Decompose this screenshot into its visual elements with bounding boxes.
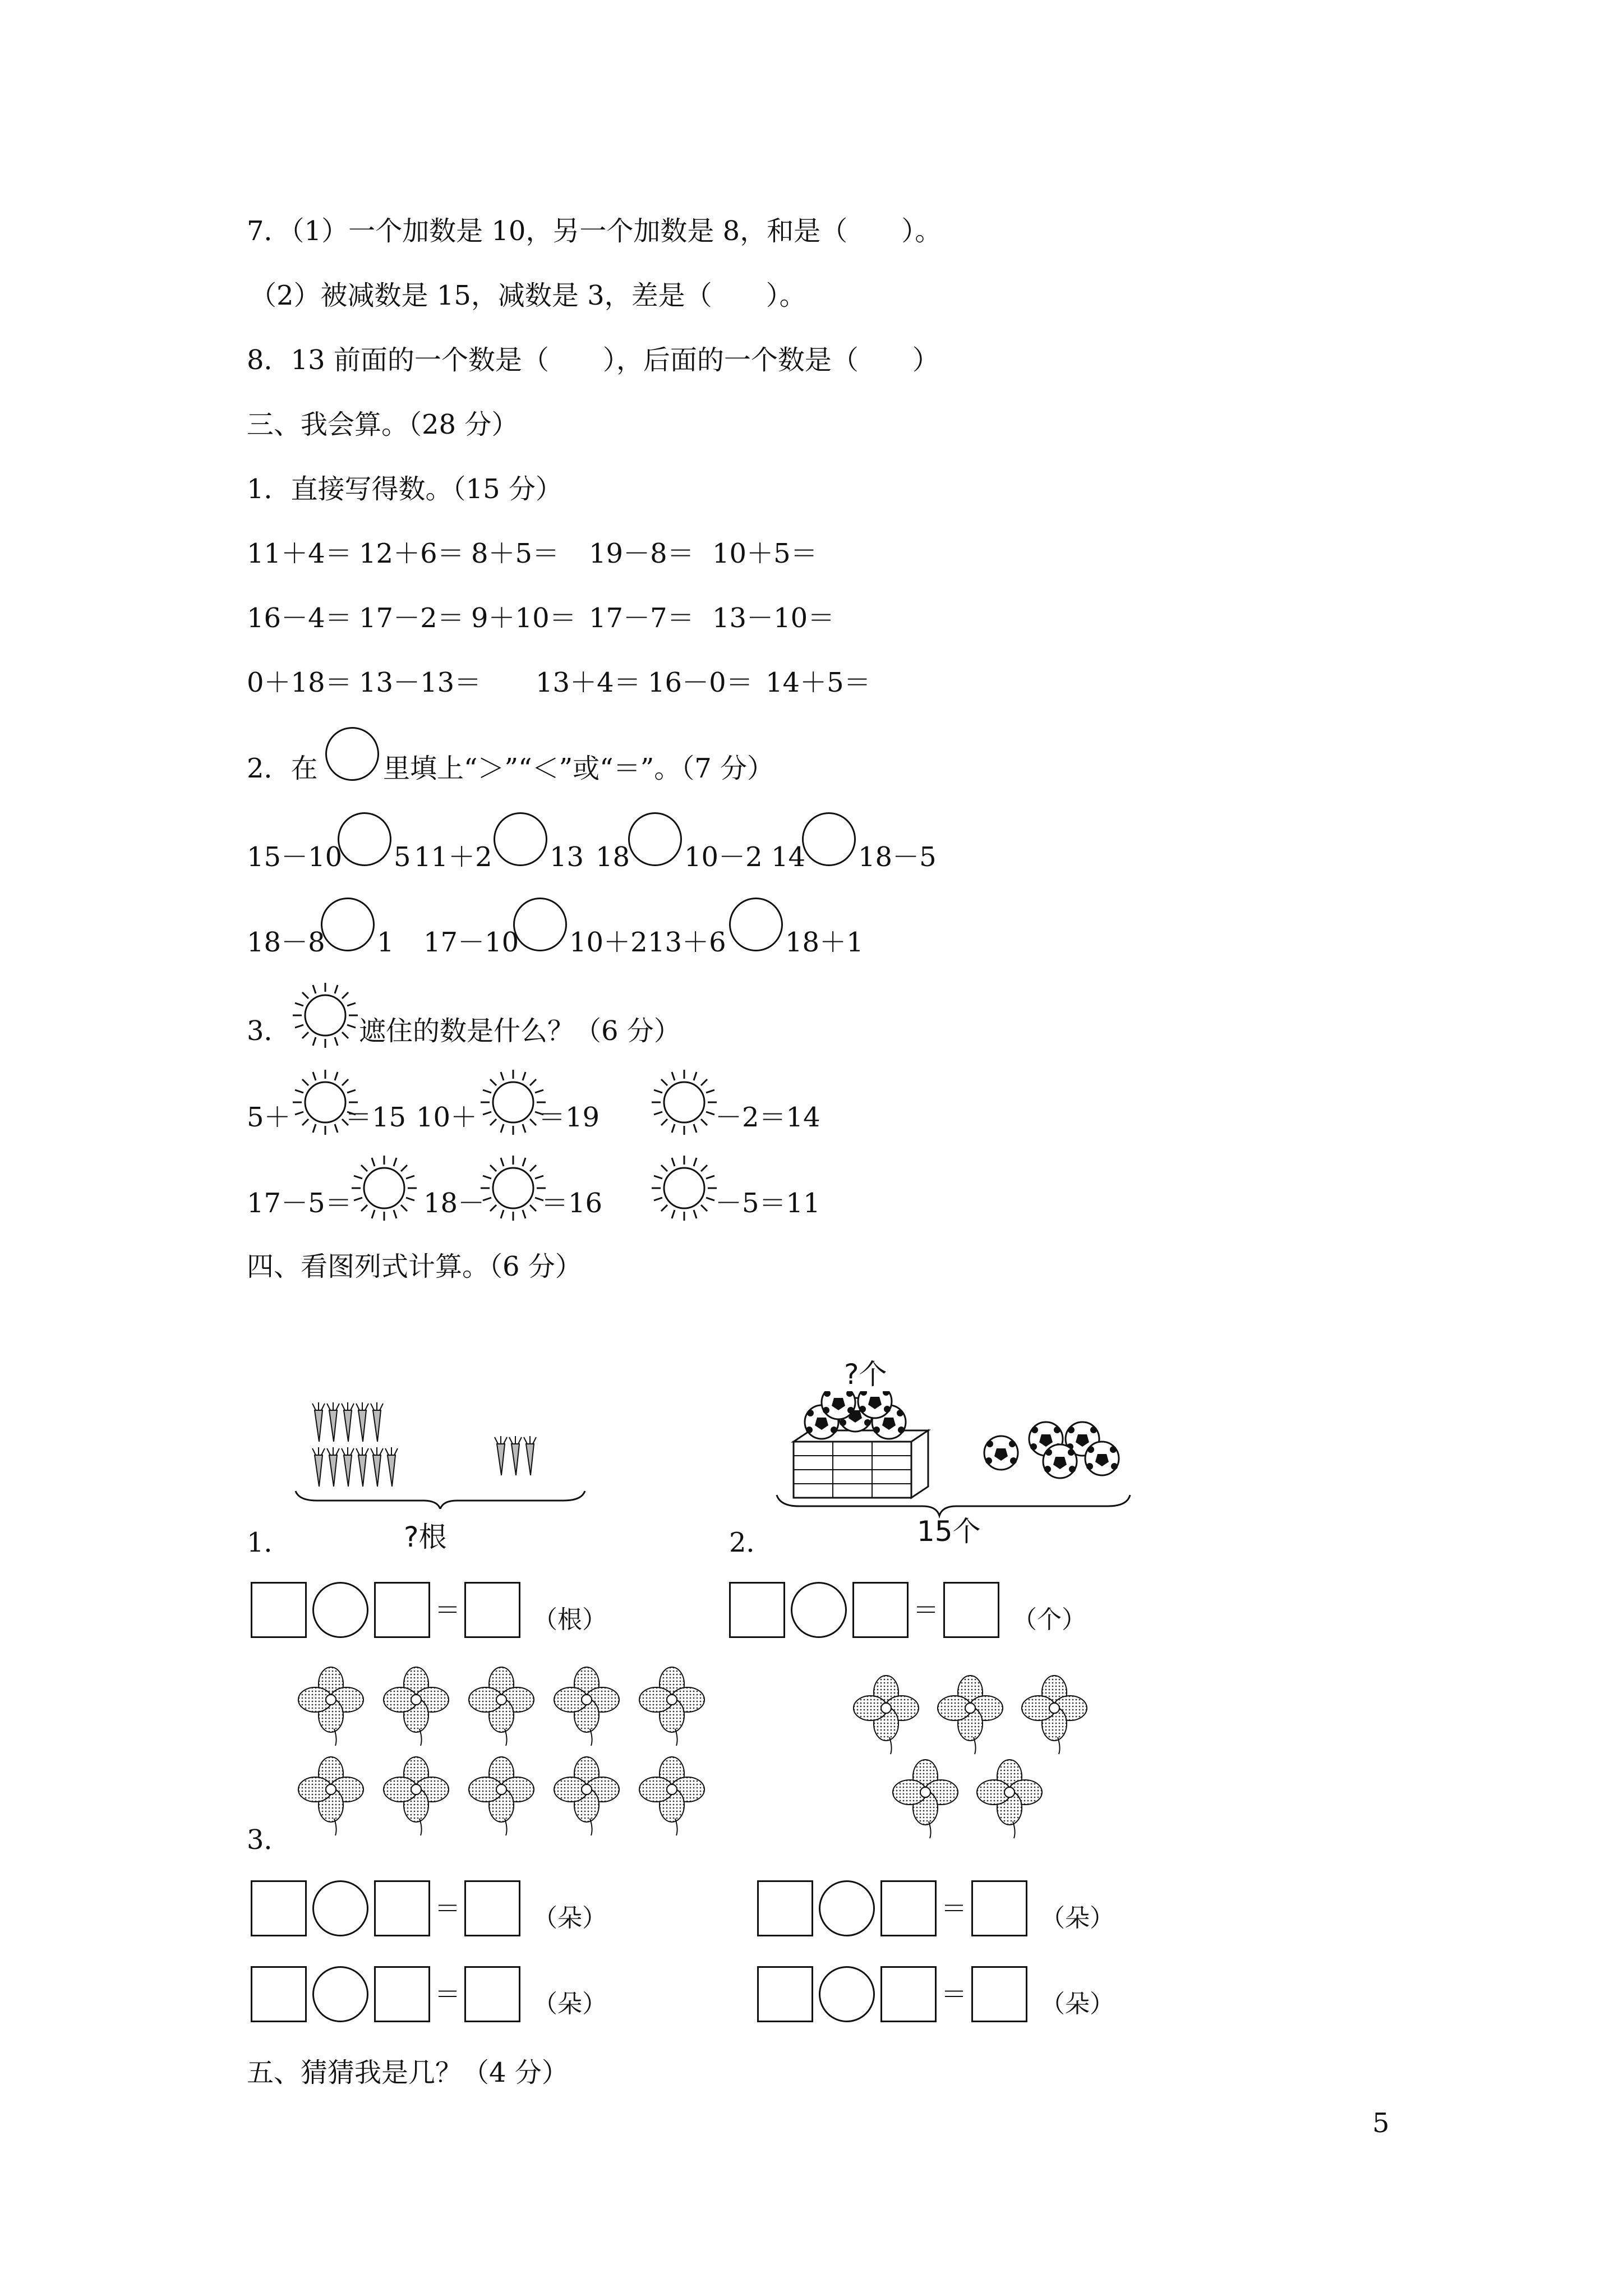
q3-prefix: 3． (247, 1015, 291, 1047)
picture-2-number: 2． (729, 1527, 773, 1558)
cover-6-right: －5＝11 (715, 1188, 820, 1219)
compare-2-left: 11＋2 (414, 841, 492, 873)
calc-3-2: 13－13＝ (359, 667, 482, 698)
calc-3-5: 14＋5＝ (766, 667, 871, 698)
p2-operator-circle[interactable] (791, 1582, 847, 1638)
p3-row1-right-equals: ＝ (941, 1893, 967, 1924)
cover-4-left: 17－5＝ (247, 1188, 352, 1219)
compare-6-circle[interactable] (513, 898, 567, 951)
p3-row2-right-box-1[interactable] (757, 1966, 813, 2022)
question-8: 8．13 前面的一个数是（ ），后面的一个数是（ ） (247, 344, 939, 376)
calc-1-3: 8＋5＝ (471, 538, 560, 569)
p3-row1-left-equals: ＝ (435, 1893, 460, 1924)
calc-2-3: 9＋10＝ (471, 602, 577, 634)
calc-3-4: 16－0＝ (648, 667, 753, 698)
carrots-picture (294, 1397, 586, 1509)
p3-row1-left-box-3[interactable] (464, 1880, 520, 1936)
p2-answer-box-3[interactable] (943, 1582, 999, 1638)
picture-2-label: 15个 (917, 1515, 981, 1548)
compare-5-circle[interactable] (321, 898, 375, 951)
p3-row2-right-equals: ＝ (941, 1979, 967, 2009)
cover-5-right: ＝16 (541, 1188, 603, 1219)
compare-7-circle[interactable] (729, 898, 783, 951)
q1-title: 1．直接写得数。（15 分） (247, 473, 562, 505)
p3-row1-right-box-2[interactable] (880, 1880, 937, 1936)
calc-3-1: 0＋18＝ (247, 667, 352, 698)
flowers-group-right (841, 1672, 1122, 1851)
p1-operator-circle[interactable] (312, 1582, 368, 1638)
cover-6-sun-icon[interactable] (651, 1154, 718, 1222)
p3-row1-right-unit: （朵） (1040, 1904, 1114, 1932)
cover-1-left: 5＋ (247, 1102, 291, 1133)
calc-2-2: 17－2＝ (359, 602, 464, 634)
cover-3-sun-icon[interactable] (651, 1069, 718, 1136)
compare-5-left: 18－8 (247, 927, 325, 958)
cover-4-sun-icon[interactable] (351, 1154, 418, 1222)
calc-2-4: 17－7＝ (589, 602, 694, 634)
compare-1-circle[interactable] (338, 812, 391, 866)
p3-row1-right-circle[interactable] (819, 1880, 875, 1936)
cover-1-right: ＝15 (345, 1102, 407, 1133)
cover-2-sun-icon[interactable] (479, 1069, 547, 1136)
calc-1-4: 19－8＝ (589, 538, 694, 569)
calc-3-3: 13＋4＝ (536, 667, 641, 698)
compare-4-left: 14 (771, 841, 806, 873)
section-5-title: 五、猜猜我是几？（4 分） (247, 2057, 569, 2088)
p2-answer-box-1[interactable] (729, 1582, 785, 1638)
p3-row1-left-circle[interactable] (312, 1880, 368, 1936)
cover-2-right: ＝19 (538, 1102, 600, 1133)
q2-prefix: 2．在 (247, 753, 318, 784)
compare-6-right: 10＋2 (569, 927, 648, 958)
calc-1-5: 10＋5＝ (712, 538, 818, 569)
calc-2-1: 16－4＝ (247, 602, 352, 634)
picture-2-top-label: ?个 (844, 1358, 887, 1391)
p1-answer-box-1[interactable] (251, 1582, 307, 1638)
compare-2-circle[interactable] (494, 812, 547, 866)
p3-row2-right-circle[interactable] (819, 1966, 875, 2022)
p3-row1-left-box-1[interactable] (251, 1880, 307, 1936)
compare-3-circle[interactable] (628, 812, 682, 866)
page-number: 5 (1372, 2108, 1390, 2139)
cover-2-left: 10＋ (416, 1102, 478, 1133)
p1-answer-box-2[interactable] (374, 1582, 430, 1638)
question-7-part-1: 7．（1）一个加数是 10，另一个加数是 8，和是（ ）。 (247, 215, 942, 247)
picture-1-label: ?根 (404, 1521, 447, 1553)
q3-suffix: 遮住的数是什么？（6 分） (359, 1015, 681, 1047)
p3-row2-left-unit: （朵） (533, 1990, 607, 2018)
p2-unit: （个） (1012, 1605, 1086, 1634)
compare-3-right: 10－2 (684, 841, 763, 873)
cover-5-left: 18－ (423, 1188, 485, 1219)
compare-5-right: 1 (377, 927, 394, 958)
p1-unit: （根） (533, 1605, 607, 1634)
sun-icon (292, 982, 359, 1049)
soccer-balls-picture (771, 1391, 1141, 1520)
p3-row2-right-unit: （朵） (1040, 1990, 1114, 2018)
cover-3-right: －2＝14 (715, 1102, 820, 1133)
p3-row1-right-box-3[interactable] (971, 1880, 1027, 1936)
p3-row1-left-unit: （朵） (533, 1904, 607, 1932)
answer-circle-icon (325, 727, 379, 781)
question-7-part-2: （2）被减数是 15，减数是 3，差是（ ）。 (250, 280, 806, 311)
compare-1-right: 5 (394, 841, 411, 873)
compare-3-left: 18 (596, 841, 630, 873)
compare-7-right: 18＋1 (785, 927, 864, 958)
p1-equals: ＝ (435, 1595, 460, 1625)
p3-row2-left-circle[interactable] (312, 1966, 368, 2022)
compare-1-left: 15－10 (247, 841, 343, 873)
calc-1-2: 12＋6＝ (359, 538, 464, 569)
compare-4-circle[interactable] (802, 812, 856, 866)
p2-answer-box-2[interactable] (852, 1582, 909, 1638)
p3-row1-right-box-1[interactable] (757, 1880, 813, 1936)
p1-answer-box-3[interactable] (464, 1582, 520, 1638)
p2-equals: ＝ (913, 1595, 939, 1625)
p3-row2-left-equals: ＝ (435, 1979, 460, 2009)
calc-2-5: 13－10＝ (712, 602, 835, 634)
p3-row1-left-box-2[interactable] (374, 1880, 430, 1936)
flowers-group-left (292, 1660, 729, 1851)
picture-1-number: 1． (247, 1527, 291, 1558)
calc-1-1: 11＋4＝ (247, 538, 352, 569)
section-3-title: 三、我会算。（28 分） (247, 409, 519, 440)
p3-row2-right-box-2[interactable] (880, 1966, 937, 2022)
p3-row2-left-box-3[interactable] (464, 1966, 520, 2022)
q2-suffix: 里填上“＞”“＜”或“＝”。（7 分） (383, 753, 774, 784)
p3-row2-right-box-3[interactable] (971, 1966, 1027, 2022)
p3-row2-left-box-2[interactable] (374, 1966, 430, 2022)
cover-5-sun-icon[interactable] (479, 1154, 547, 1222)
compare-2-right: 13 (550, 841, 584, 873)
picture-3-number: 3． (247, 1824, 291, 1856)
section-4-title: 四、看图列式计算。（6 分） (247, 1251, 582, 1282)
compare-6-left: 17－10 (423, 927, 519, 958)
compare-4-right: 18－5 (858, 841, 937, 873)
p3-row2-left-box-1[interactable] (251, 1966, 307, 2022)
compare-7-left: 13＋6 (648, 927, 726, 958)
